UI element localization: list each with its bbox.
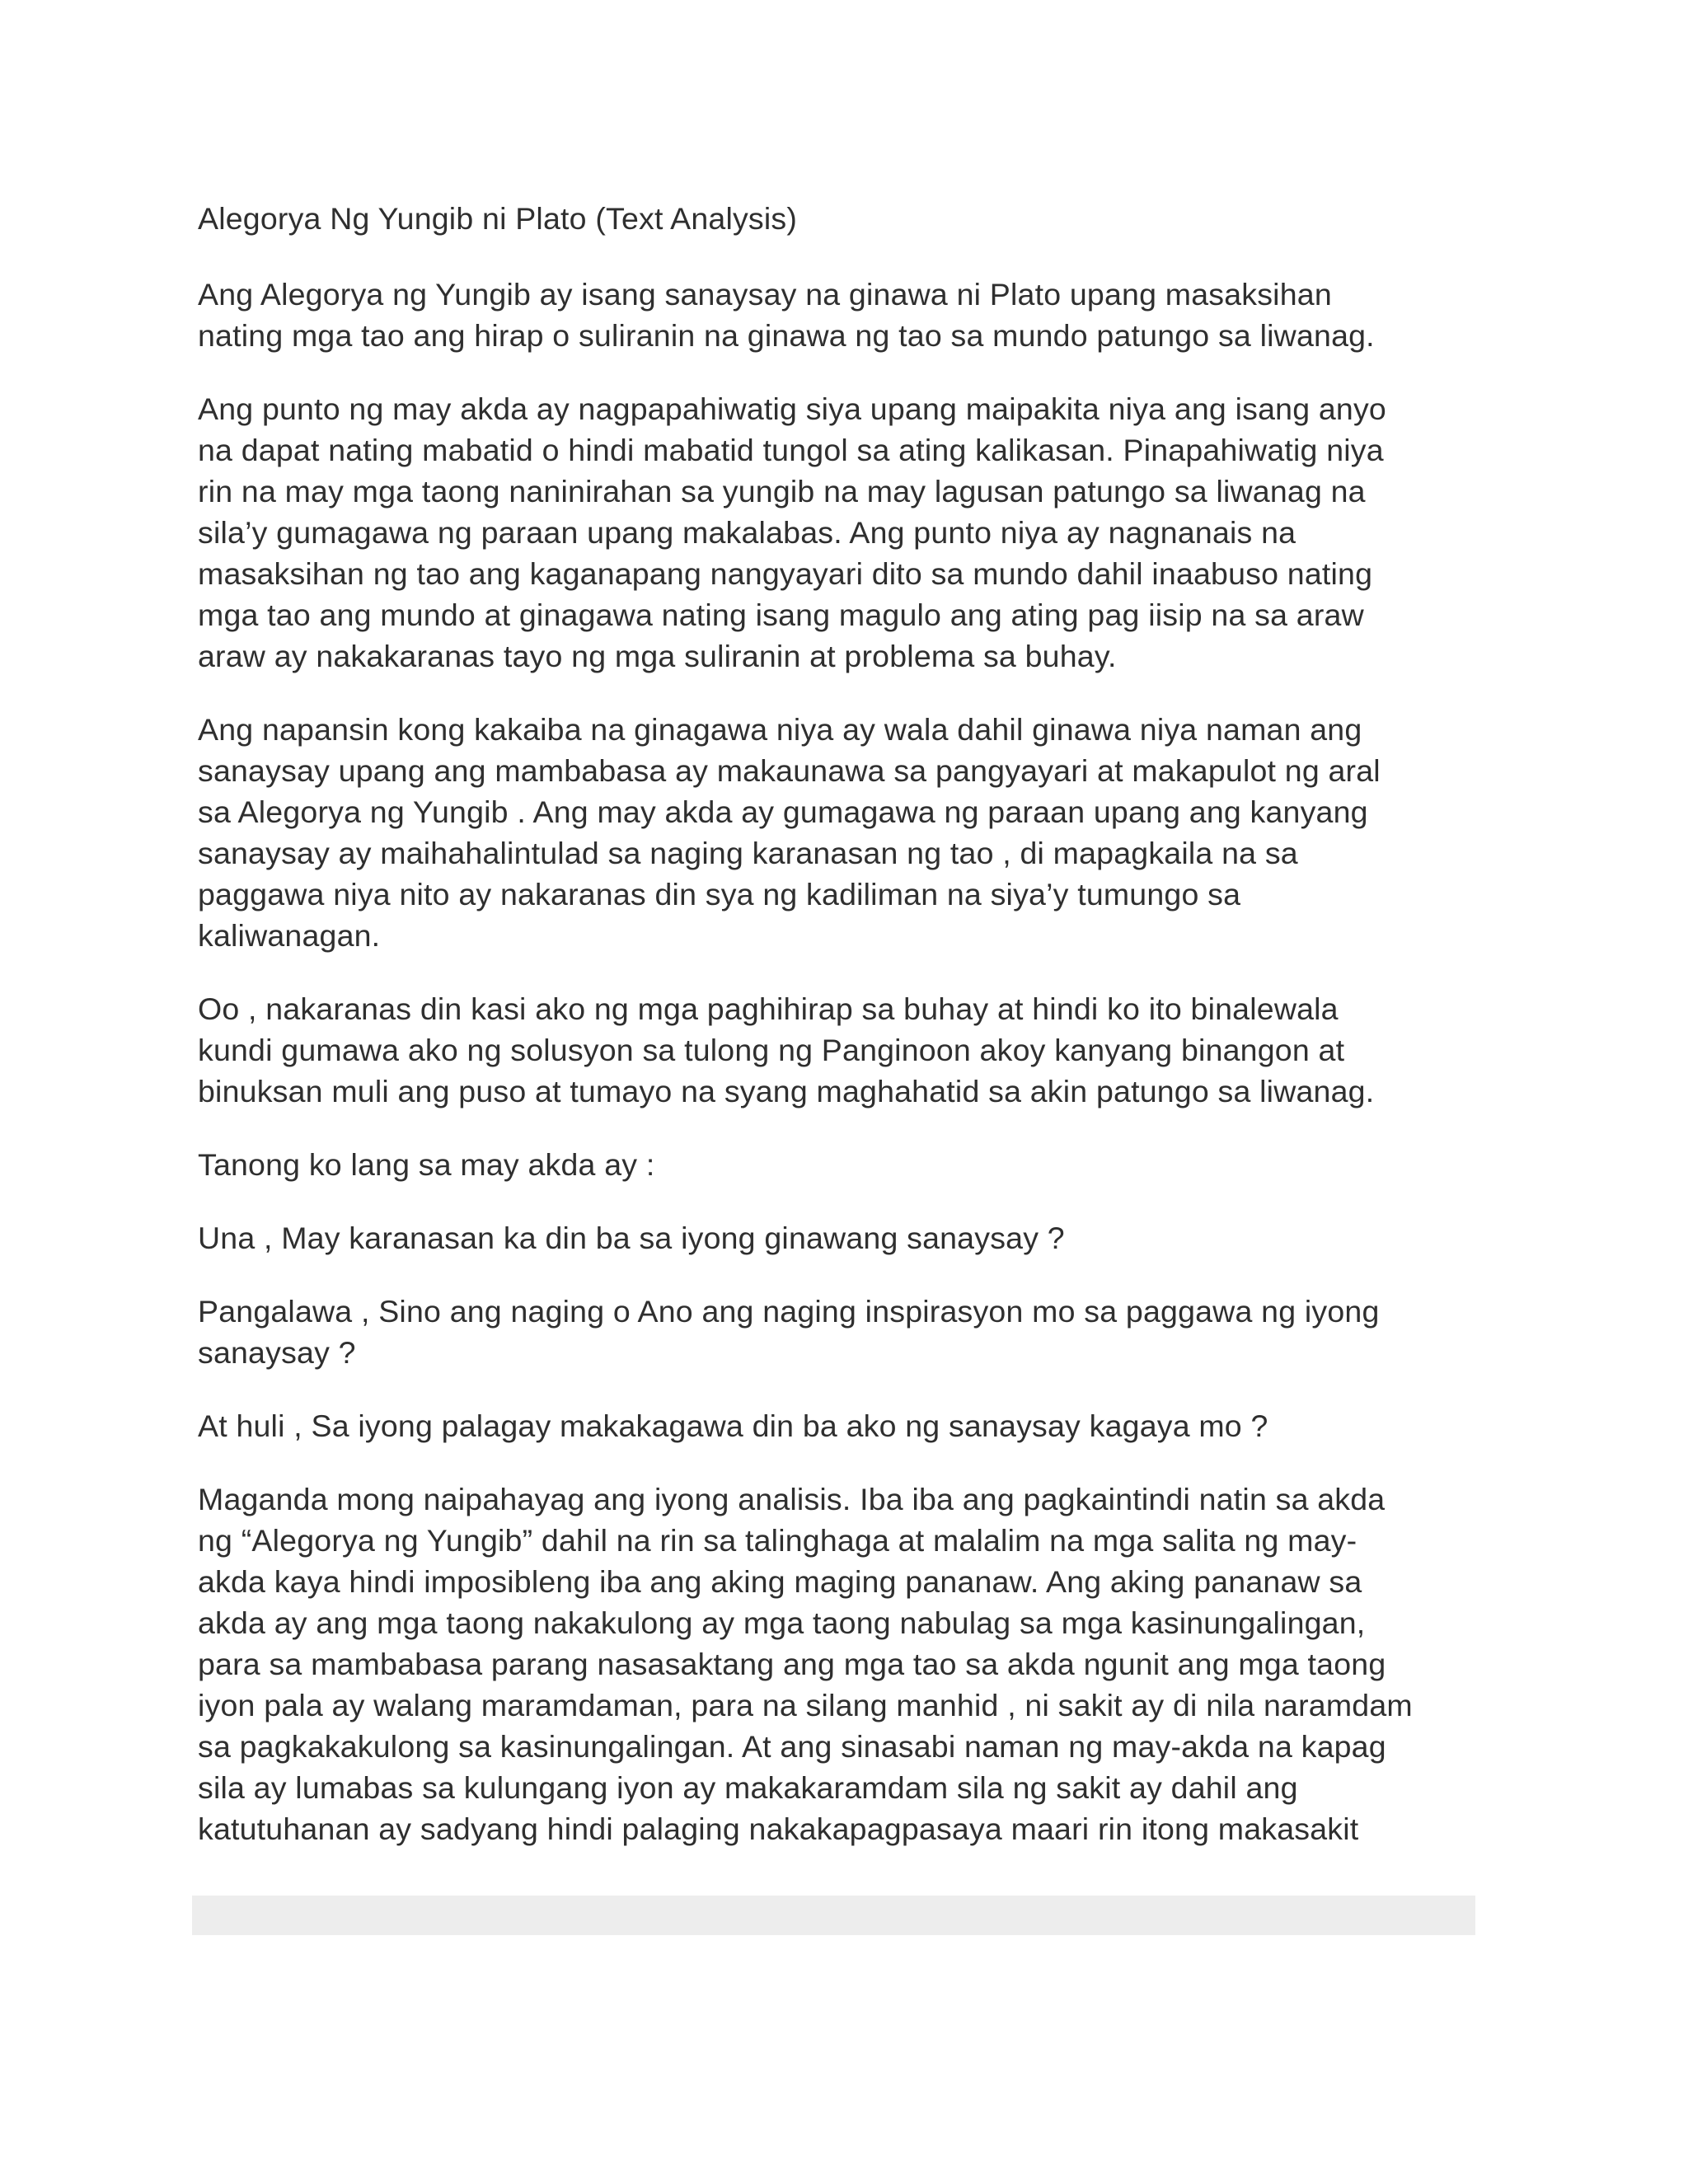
paragraph-intro: Ang Alegorya ng Yungib ay isang sanaysay na ginawa ni Plato upang masaksihan nating mga tao ang hirap o suliranin na ginawa ng tao sa mundo patungo sa liwanag. (198, 277, 1375, 353)
paragraph-author-point: Ang punto ng may akda ay nagpapahiwatig siya upang maipakita niya ang isang anyo na dapat nating mabatid o hindi mabatid tungol sa ating kalikasan. Pinapahiwatig niya rin na may mga taong naninirahan sa yungib na may lagusan patungo sa liwanag na sila’y gumagawa ng paraan upang makalabas. Ang punto niya ay nagnanais na masaksihan ng tao ang kaganapang nangyayari dito sa mundo dahil inaabuso nating mga tao ang mundo at ginagawa nating isang magulo ang ating pag iisip na sa araw araw ay nakakaranas tayo ng mga suliranin at problema sa buhay. (198, 391, 1386, 673)
document-title: Alegorya Ng Yungib ni Plato (Text Analysis) (198, 201, 798, 236)
paragraph-observation: Ang napansin kong kakaiba na ginagawa niya ay wala dahil ginawa niya naman ang sanaysay upang ang mambabasa ay makaunawa sa pangyayari at makapulot ng aral sa Alegorya ng Yungib . Ang may akda ay gumagawa ng paraan upang ang kanyang sanaysay ay maihahalintulad sa naging karanasan ng tao , di mapagkaila na sa paggawa niya nito ay nakaranas din sya ng kadiliman na siya’y tumungo sa kaliwanagan. (198, 712, 1381, 953)
paragraph-question-first: Una , May karanasan ka din ba sa iyong ginawang sanaysay ? (198, 1221, 1065, 1255)
paragraph-response: Maganda mong naipahayag ang iyong analisis. Iba iba ang pagkaintindi natin sa akda ng “Alegorya ng Yungib” dahil na rin sa talinghaga at malalim na mga salita ng may- akda kaya hindi imposibleng iba ang aking maging pananaw. Ang aking pananaw sa akda ay ang mga taong nakakulong ay mga taong nabulag sa mga kasinungalingan, para sa mambabasa parang nasasaktang ang mga tao sa akda ngunit ang mga taong iyon pala ay walang maramdaman, para na silang manhid , ni sakit ay di nila naramdam sa pagkakakulong sa kasinungalingan. At ang sinasabi naman ng may-akda na kapag sila ay lumabas sa kulungang iyon ay makakaramdam sila ng sakit ay dahil ang katutuhanan ay sadyang hindi palaging nakakapagpasaya maari rin itong makasakit (198, 1482, 1413, 1846)
paragraph-question-second: Pangalawa , Sino ang naging o Ano ang naging inspirasyon mo sa paggawa ng iyong sanaysay ? (198, 1294, 1380, 1370)
paragraph-question-last: At huli , Sa iyong palagay makakagawa din ba ako ng sanaysay kagaya mo ? (198, 1408, 1268, 1443)
paragraph-experience: Oo , nakaranas din kasi ako ng mga paghihirap sa buhay at hindi ko ito binalewala kundi gumawa ako ng solusyon sa tulong ng Panginoon akoy kanyang binangon at binuksan muli ang puso at tumayo na syang maghahatid sa akin patungo sa liwanag. (198, 991, 1375, 1108)
paragraph-question-intro: Tanong ko lang sa may akda ay : (198, 1147, 655, 1182)
document-body (198, 198, 1484, 1882)
page-footer-bar (192, 1896, 1475, 1935)
